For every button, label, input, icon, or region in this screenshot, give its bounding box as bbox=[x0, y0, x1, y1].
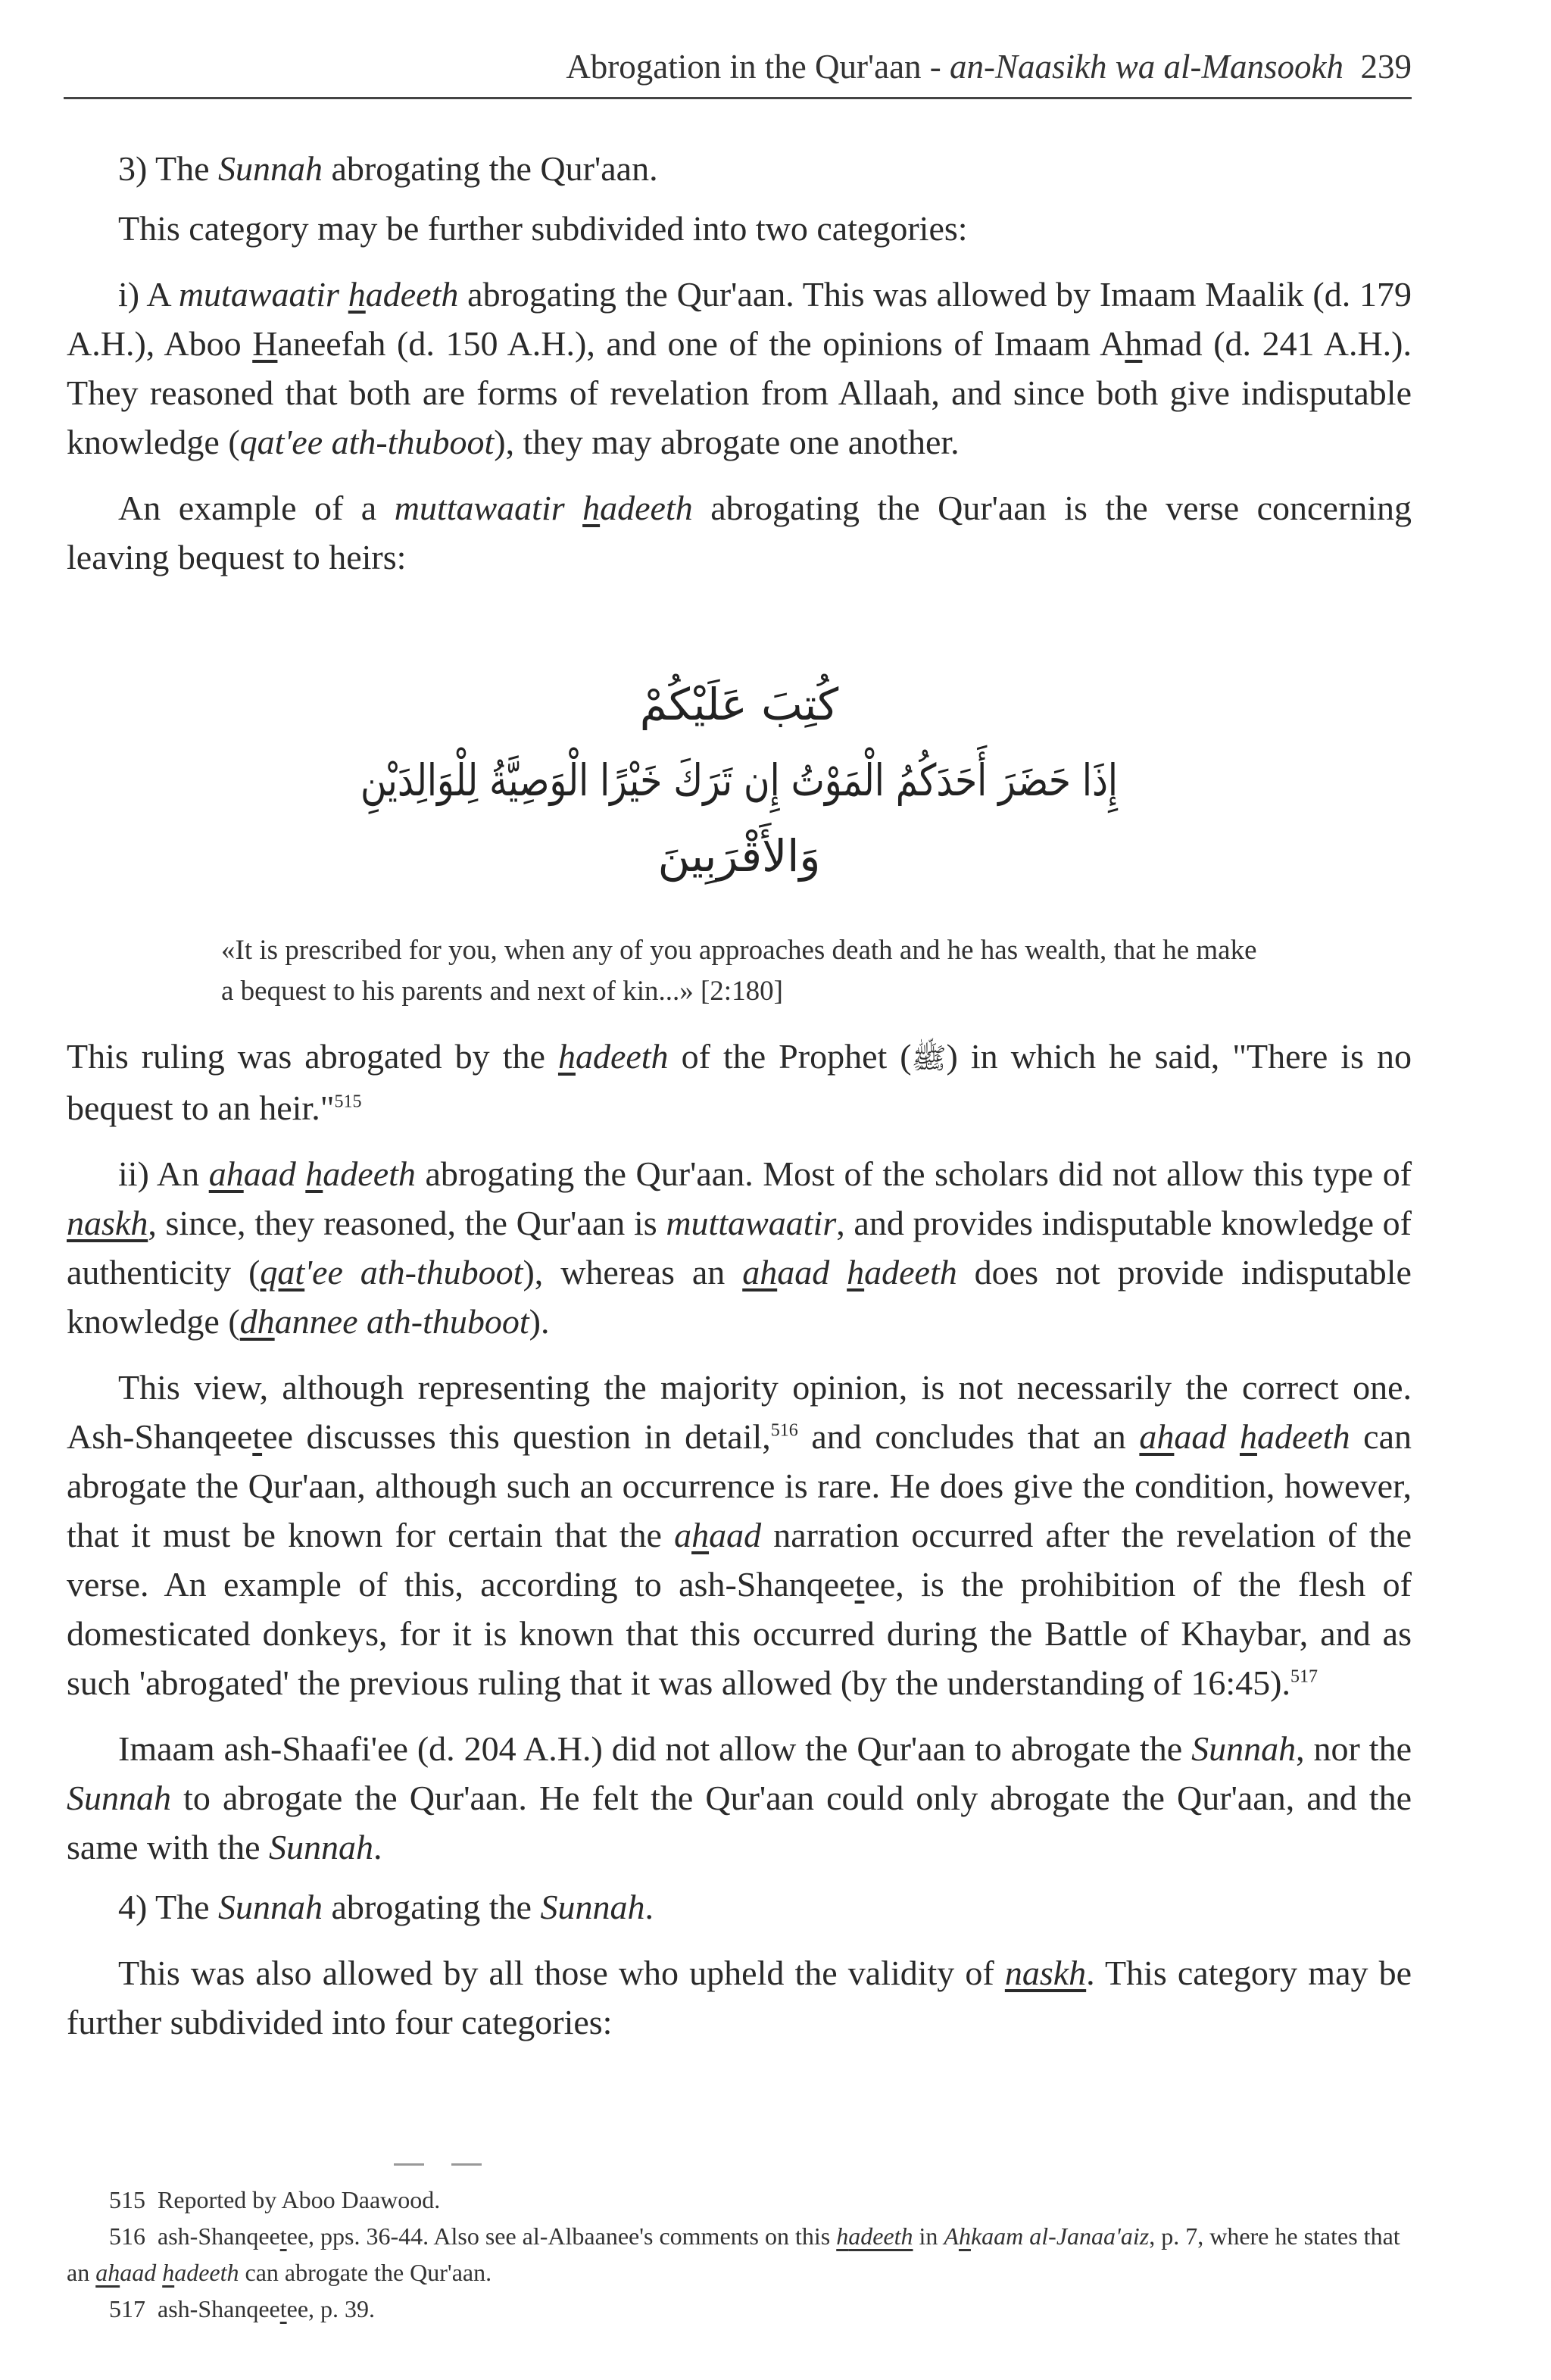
running-title: Abrogation in the Qur'aan - bbox=[566, 48, 950, 86]
paragraph-mutawaatir: i) A mutawaatir hadeeth abrogating the Qur'aan. This was allowed by Imaam Maalik (d. 179 A.H.), Aboo Haneefah (d. 150 A.H.), and one of the opinions of Imaam Ahmad (d. 241 A.H.). They reasoned that both are forms of revelation from Allaah, and since both give indisputable knowledge (qat'ee ath-thuboot), they may abrogate one another. bbox=[67, 275, 1412, 461]
footnotes bbox=[67, 2182, 1412, 2327]
footnote-516: 516 ash-Shanqeetee, pps. 36-44. Also see al-Albaanee's comments on this hadeeth in Ahkaam al-Janaa'aiz, p. 7, where he states that an ahaad hadeeth can abrogate the Qur'aan. bbox=[67, 2222, 1400, 2286]
body-lower bbox=[67, 1032, 1412, 2047]
running-header bbox=[67, 45, 1412, 88]
section-4-heading: 4) The Sunnah abrogating the Sunnah. bbox=[118, 1888, 654, 1926]
arabic-line-2: إِذَا حَضَرَ أَحَدَكُمُ الْمَوْتُ إِن تَرَكَ خَيْرًا الْوَصِيَّةُ لِلْوَالِدَيْنِ bbox=[360, 754, 1295, 806]
header-rule bbox=[64, 97, 1412, 99]
quran-verse-arabic bbox=[67, 667, 1412, 909]
footnote-ref-517[interactable]: 517 bbox=[1290, 1666, 1318, 1687]
section-3-heading: 3) The Sunnah abrogating the Qur'aan. bbox=[118, 149, 658, 188]
footnote-divider bbox=[394, 2156, 515, 2160]
arabic-line-3: وَالأَقْرَبِينَ bbox=[657, 830, 821, 882]
footnote-ref-515[interactable]: 515 bbox=[334, 1092, 362, 1112]
page-number: 239 bbox=[1360, 48, 1412, 86]
footnote-515: 515 Reported by Aboo Daawood. bbox=[109, 2186, 441, 2213]
footnote-ref-516[interactable]: 516 bbox=[770, 1420, 798, 1441]
salawat-icon: ﷺ bbox=[911, 1042, 947, 1075]
body-upper bbox=[67, 144, 1412, 582]
arabic-line-1: كُتِبَ عَلَيْكُمْ bbox=[639, 679, 839, 730]
running-title-italic: an-Naasikh wa al-Mansookh bbox=[950, 48, 1343, 86]
paragraph-sunnah-sunnah: This was also allowed by all those who upheld the validity of naskh. This category may be further subdivided into four categories: bbox=[67, 1954, 1412, 2041]
section-3-intro: This category may be further subdivided into two categories: bbox=[118, 209, 968, 248]
paragraph-example: An example of a muttawaatir hadeeth abrogating the Qur'aan is the verse concerning leaving bequest to heirs: bbox=[67, 489, 1412, 576]
footnote-517: 517 ash-Shanqeetee, p. 39. bbox=[109, 2295, 376, 2322]
paragraph-majority-view: This view, although representing the majority opinion, is not necessarily the correct one. Ash-Shanqeetee discusses this question in detail,$^{516}$ and concludes that an ahaad hadeeth can abrogate the Qur'aan, although such an occurrence is rare. He does give the condition, however, that it must be known for certain that the ahaad narration occurred after the revelation of the verse. An example of this, according to ash-Shanqeetee, is the prohibition of the flesh of domesticated donkeys, for it is known that this occurred during the Battle of Khaybar, and as such 'abrogated' the previous ruling that it was allowed (by the understanding of 16:45).$^{517}$ bbox=[67, 1368, 1412, 1702]
verse-translation: «It is prescribed for you, when any of you approaches death and he has wealth, that he make a bequest to his parents and next of kin...» [2:180] bbox=[221, 935, 1257, 1007]
paragraph-ahaad: ii) An ahaad hadeeth abrogating the Qur'aan. Most of the scholars did not allow this type of naskh, since, they reasoned, the Qur'aan is muttawaatir, and provides indisputable knowledge of authenticity (qat'ee ath-thuboot), whereas an ahaad hadeeth does not provide indisputable knowledge (dhannee ath-thuboot). bbox=[67, 1154, 1412, 1341]
arabic-verse-svg bbox=[67, 667, 1412, 909]
paragraph-ruling: This ruling was abrogated by the hadeeth of the Prophet (ﷺ) in which he said, "There is no bequest to an heir."$^{515}$ bbox=[67, 1037, 1412, 1127]
paragraph-shaafiee: Imaam ash-Shaafi'ee (d. 204 A.H.) did not allow the Qur'aan to abrogate the Sunnah, nor the Sunnah to abrogate the Qur'aan. He felt the Qur'aan could only abrogate the Qur'aan, and the same with the Sunnah. bbox=[67, 1729, 1412, 1866]
